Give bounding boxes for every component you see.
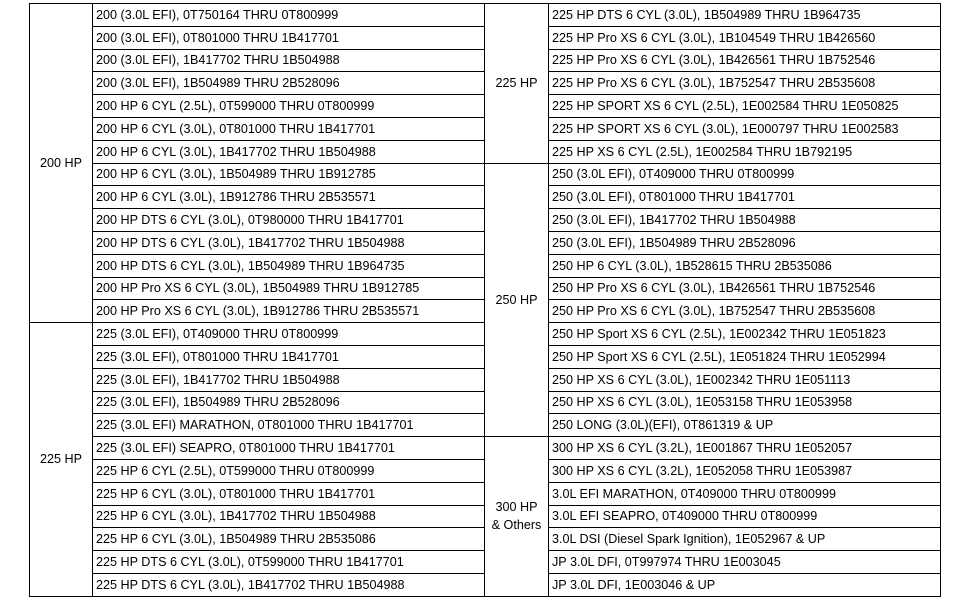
left-model-cell: 225 (3.0L EFI), 0T409000 THRU 0T800999	[93, 323, 485, 346]
right-model-cell: 225 HP Pro XS 6 CYL (3.0L), 1B426561 THRU 1B752546	[549, 49, 941, 72]
right-model-cell: 250 LONG (3.0L)(EFI), 0T861319 & UP	[549, 414, 941, 437]
left-model-cell: 225 HP 6 CYL (2.5L), 0T599000 THRU 0T800999	[93, 459, 485, 482]
left-model-cell: 200 HP DTS 6 CYL (3.0L), 0T980000 THRU 1B417701	[93, 209, 485, 232]
right-model-cell: JP 3.0L DFI, 1E003046 & UP	[549, 573, 941, 596]
right-model-cell: 300 HP XS 6 CYL (3.2L), 1E001867 THRU 1E052057	[549, 437, 941, 460]
right-group-label: 300 HP & Others	[485, 437, 549, 597]
left-model-cell: 200 HP 6 CYL (3.0L), 0T801000 THRU 1B417701	[93, 117, 485, 140]
left-model-cell: 225 HP 6 CYL (3.0L), 1B504989 THRU 2B535086	[93, 528, 485, 551]
right-model-cell: 225 HP SPORT XS 6 CYL (2.5L), 1E002584 THRU 1E050825	[549, 95, 941, 118]
left-model-cell: 200 HP 6 CYL (3.0L), 1B417702 THRU 1B504988	[93, 140, 485, 163]
table-row	[30, 4, 941, 27]
left-model-cell: 200 HP Pro XS 6 CYL (3.0L), 1B504989 THRU 1B912785	[93, 277, 485, 300]
right-model-cell: 250 HP Pro XS 6 CYL (3.0L), 1B752547 THRU 2B535608	[549, 300, 941, 323]
right-model-cell: 3.0L DSI (Diesel Spark Ignition), 1E052967 & UP	[549, 528, 941, 551]
left-model-cell: 200 HP 6 CYL (3.0L), 1B504989 THRU 1B912785	[93, 163, 485, 186]
right-model-cell: 250 (3.0L EFI), 0T801000 THRU 1B417701	[549, 186, 941, 209]
left-group-label: 200 HP	[30, 4, 93, 323]
right-model-cell: 3.0L EFI MARATHON, 0T409000 THRU 0T800999	[549, 482, 941, 505]
right-model-cell: 250 HP 6 CYL (3.0L), 1B528615 THRU 2B535086	[549, 254, 941, 277]
right-model-cell: 250 HP XS 6 CYL (3.0L), 1E053158 THRU 1E053958	[549, 391, 941, 414]
right-model-cell: 225 HP XS 6 CYL (2.5L), 1E002584 THRU 1B792195	[549, 140, 941, 163]
right-model-cell: 3.0L EFI SEAPRO, 0T409000 THRU 0T800999	[549, 505, 941, 528]
left-model-cell: 200 (3.0L EFI), 1B417702 THRU 1B504988	[93, 49, 485, 72]
right-group-label: 250 HP	[485, 163, 549, 437]
left-model-cell: 200 HP Pro XS 6 CYL (3.0L), 1B912786 THRU 2B535571	[93, 300, 485, 323]
left-model-cell: 225 (3.0L EFI), 1B417702 THRU 1B504988	[93, 368, 485, 391]
right-model-cell: 250 (3.0L EFI), 0T409000 THRU 0T800999	[549, 163, 941, 186]
compatibility-table	[29, 3, 941, 597]
left-group-label: 225 HP	[30, 323, 93, 597]
left-model-cell: 200 HP DTS 6 CYL (3.0L), 1B504989 THRU 1B964735	[93, 254, 485, 277]
left-model-cell: 225 (3.0L EFI) MARATHON, 0T801000 THRU 1B417701	[93, 414, 485, 437]
right-group-label: 225 HP	[485, 4, 549, 164]
left-model-cell: 200 (3.0L EFI), 0T801000 THRU 1B417701	[93, 26, 485, 49]
left-model-cell: 225 (3.0L EFI) SEAPRO, 0T801000 THRU 1B417701	[93, 437, 485, 460]
right-model-cell: 250 HP Sport XS 6 CYL (2.5L), 1E051824 THRU 1E052994	[549, 345, 941, 368]
left-model-cell: 225 HP 6 CYL (3.0L), 0T801000 THRU 1B417701	[93, 482, 485, 505]
table-row	[30, 437, 941, 460]
right-model-cell: 225 HP Pro XS 6 CYL (3.0L), 1B752547 THRU 2B535608	[549, 72, 941, 95]
left-model-cell: 200 HP 6 CYL (2.5L), 0T599000 THRU 0T800999	[93, 95, 485, 118]
left-model-cell: 225 HP DTS 6 CYL (3.0L), 1B417702 THRU 1B504988	[93, 573, 485, 596]
left-model-cell: 225 HP 6 CYL (3.0L), 1B417702 THRU 1B504988	[93, 505, 485, 528]
right-model-cell: 225 HP Pro XS 6 CYL (3.0L), 1B104549 THRU 1B426560	[549, 26, 941, 49]
right-model-cell: 250 (3.0L EFI), 1B417702 THRU 1B504988	[549, 209, 941, 232]
left-model-cell: 225 (3.0L EFI), 1B504989 THRU 2B528096	[93, 391, 485, 414]
right-model-cell: 300 HP XS 6 CYL (3.2L), 1E052058 THRU 1E053987	[549, 459, 941, 482]
left-model-cell: 200 (3.0L EFI), 1B504989 THRU 2B528096	[93, 72, 485, 95]
left-model-cell: 225 HP DTS 6 CYL (3.0L), 0T599000 THRU 1B417701	[93, 551, 485, 574]
right-model-cell: 250 HP Pro XS 6 CYL (3.0L), 1B426561 THRU 1B752546	[549, 277, 941, 300]
left-model-cell: 200 (3.0L EFI), 0T750164 THRU 0T800999	[93, 4, 485, 27]
right-model-cell: 225 HP DTS 6 CYL (3.0L), 1B504989 THRU 1B964735	[549, 4, 941, 27]
left-model-cell: 200 HP 6 CYL (3.0L), 1B912786 THRU 2B535571	[93, 186, 485, 209]
table-row	[30, 163, 941, 186]
right-model-cell: 225 HP SPORT XS 6 CYL (3.0L), 1E000797 THRU 1E002583	[549, 117, 941, 140]
right-model-cell: JP 3.0L DFI, 0T997974 THRU 1E003045	[549, 551, 941, 574]
right-model-cell: 250 HP XS 6 CYL (3.0L), 1E002342 THRU 1E051113	[549, 368, 941, 391]
right-model-cell: 250 HP Sport XS 6 CYL (2.5L), 1E002342 THRU 1E051823	[549, 323, 941, 346]
left-model-cell: 200 HP DTS 6 CYL (3.0L), 1B417702 THRU 1B504988	[93, 231, 485, 254]
right-model-cell: 250 (3.0L EFI), 1B504989 THRU 2B528096	[549, 231, 941, 254]
left-model-cell: 225 (3.0L EFI), 0T801000 THRU 1B417701	[93, 345, 485, 368]
